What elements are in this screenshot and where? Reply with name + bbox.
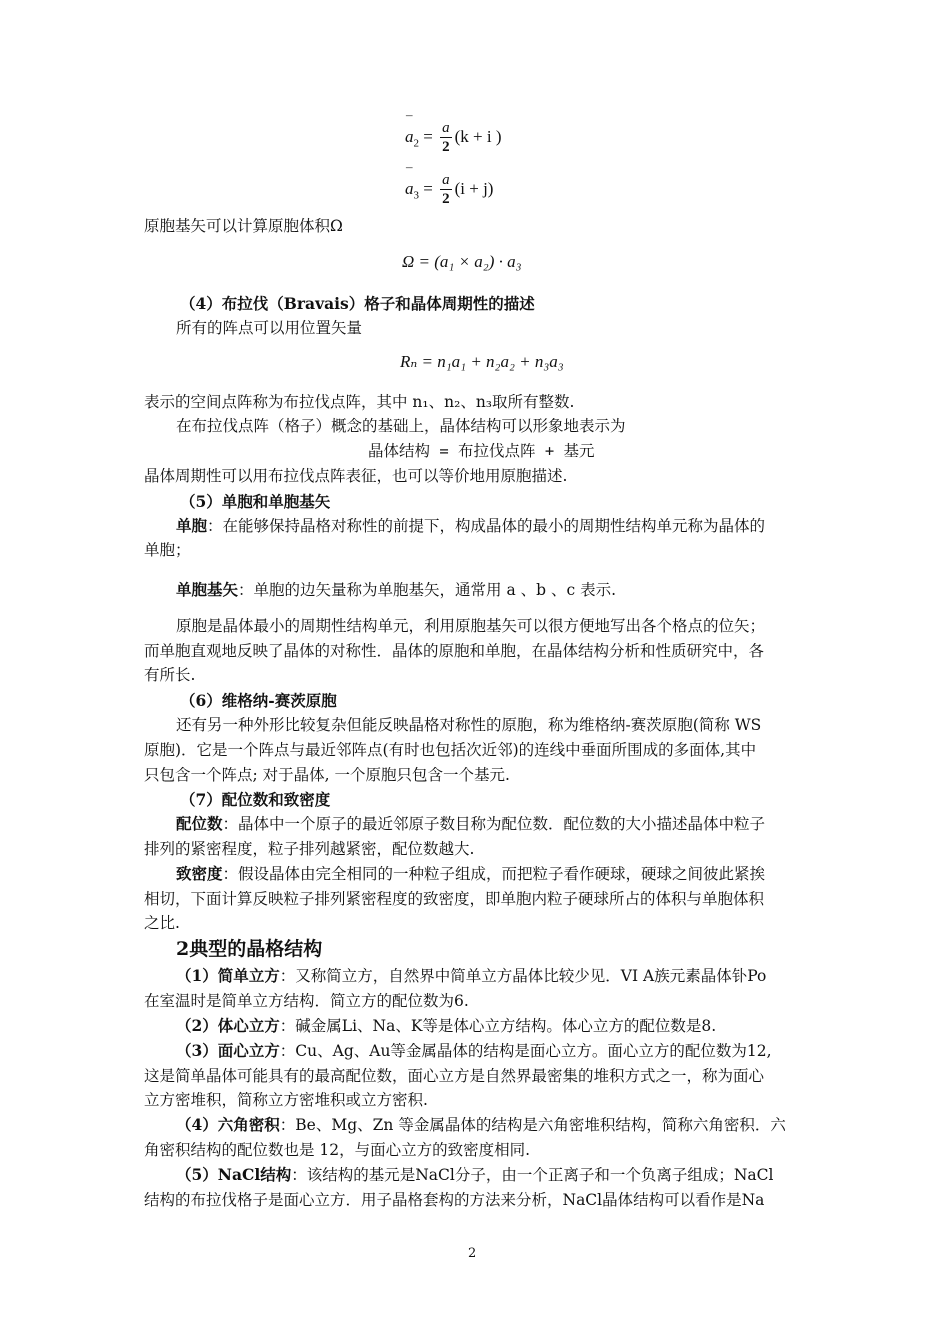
section-4-title: （4）布拉伐（Bravais）格子和晶体周期性的描述 [180,294,535,313]
vector-def-text: ：单胞的边矢量称为单胞基矢，通常用 a 、b 、c 表示. [238,581,616,599]
section-4-para-2: 表示的空间点阵称为布拉伐点阵，其中 n₁、n₂、n₃取所有整数. [144,393,575,411]
term-coordination: 配位数 [176,814,223,833]
t2-text: ：碱金属Li、Na、K等是体心立方结构。体心立方的配位数是8. [279,1017,717,1035]
type-5-l1 [176,1163,844,1187]
equation-omega: Ω = (a₁ × a₂) · a₃ [402,252,522,271]
section-4-para-1: 所有的阵点可以用位置矢量 [176,319,363,337]
section-5-para-l1: 原胞是晶体最小的周期性结构单元，利用原胞基矢可以很方便地写出各个格点的位矢； [176,617,766,635]
section-7-dens-l2: 相切，下面计算反映粒子排列紧密程度的致密度，即单胞内粒子硬球所占的体积与单胞体积 [144,890,765,908]
equation-a2: ¯ $a_2$ = $\frac{a}{2}$ (k + i ) [405,120,501,156]
type-4-l1 [176,1113,844,1137]
section-7-coord-l2: 排列的紧密程度，粒子排列越紧密，配位数越大. [144,840,475,858]
section-5-cell-def-l2: 单胞； [144,541,191,559]
term-simple-cubic: （1）简单立方 [176,966,280,985]
type-3-l1 [176,1039,844,1063]
type-3-l2: 这是简单晶体可能具有的最高配位数，面心立方是自然界最密集的堆积方式之一，称为面心 [144,1067,765,1085]
t5-text: ：该结构的基元是NaCl分子，由一个正离子和一个负离子组成；NaCl [291,1166,774,1184]
term-nacl: （5）NaCl结构 [176,1165,292,1184]
dens-text: ：假设晶体由完全相同的一种粒子组成，而把粒子看作硬球，硬球之间彼此紧挨 [222,865,766,883]
type-1-l1 [176,964,844,988]
omega-intro: 原胞基矢可以计算原胞体积Ω [144,217,343,235]
t4-text: ：Be、Mg、Zn 等金属晶体的结构是六角密堆积结构，简称六角密积．六 [279,1116,786,1134]
section-6-l1: 还有另一种外形比较复杂但能反映晶格对称性的原胞，称为维格纳-赛茨原胞(简称 WS [176,716,762,734]
section-5-para-l2: 而单胞直观地反映了晶体的对称性．晶体的原胞和单胞，在晶体结构分析和性质研究中，各 [144,642,765,660]
type-2-l1 [176,1014,844,1038]
term-fcc: （3）面心立方 [176,1041,280,1060]
section-7-dens-l1 [176,862,844,886]
type-1-l2: 在室温时是简单立方结构．简立方的配位数为6. [144,992,469,1010]
section-5-title: （5）单胞和单胞基矢 [180,492,331,511]
equation-rn: Rₙ = n₁a₁ + n₂a₂ + n₃a₃ [400,352,564,371]
term-unit-cell: 单胞 [176,516,208,535]
section-7-coord-l1 [176,812,844,836]
type-5-l2: 结构的布拉伐格子是面心立方．用子晶格套构的方法来分析，NaCl晶体结构可以看作是Na [144,1191,765,1209]
term-bcc: （2）体心立方 [176,1016,280,1035]
section-4-formula: 晶体结构 = 布拉伐点阵 + 基元 [368,442,595,460]
t1-text: ：又称简立方，自然界中简单立方晶体比较少见．VI A族元素晶体钋Po [279,967,767,985]
section-6-l3: 只包含一个阵点; 对于晶体, 一个原胞只包含一个基元. [144,766,510,784]
term-cell-vectors: 单胞基矢 [176,580,239,599]
type-3-l3: 立方密堆积，简称立方密堆积或立方密积. [144,1091,428,1109]
heading-typical-structures: 2典型的晶格结构 [176,938,323,960]
term-hcp: （4）六角密积 [176,1115,280,1134]
equation-a3: ¯ $a_3$ = $\frac{a}{2}$ (i + j) [405,172,493,208]
section-6-l2: 原胞)．它是一个阵点与最近邻阵点(有时也包括次近邻)的连线中垂面所围成的多面体,其中 [144,741,757,759]
section-6-title: （6）维格纳-赛茨原胞 [180,691,337,710]
section-5-cell-def [176,514,844,538]
section-4-para-3: 在布拉伐点阵（格子）概念的基础上，晶体结构可以形象地表示为 [176,417,626,435]
term-density: 致密度 [176,864,223,883]
type-4-l2: 角密积结构的配位数也是 12，与面心立方的致密度相同. [144,1141,531,1159]
section-4-para-4: 晶体周期性可以用布拉伐点阵表征，也可以等价地用原胞描述. [144,467,568,485]
section-7-dens-l3: 之比. [144,914,180,932]
page-number: 2 [468,1246,477,1261]
section-5-vector-def [176,578,844,602]
t3-text: ：Cu、Ag、Au等金属晶体的结构是面心立方。面心立方的配位数为12, [279,1042,772,1060]
coord-text: ：晶体中一个原子的最近邻原子数目称为配位数．配位数的大小描述晶体中粒子 [222,815,766,833]
section-7-title: （7）配位数和致密度 [180,790,331,809]
section-5-para-l3: 有所长. [144,666,196,684]
cell-def-text: ：在能够保持晶格对称性的前提下，构成晶体的最小的周期性结构单元称为晶体的 [207,517,766,535]
